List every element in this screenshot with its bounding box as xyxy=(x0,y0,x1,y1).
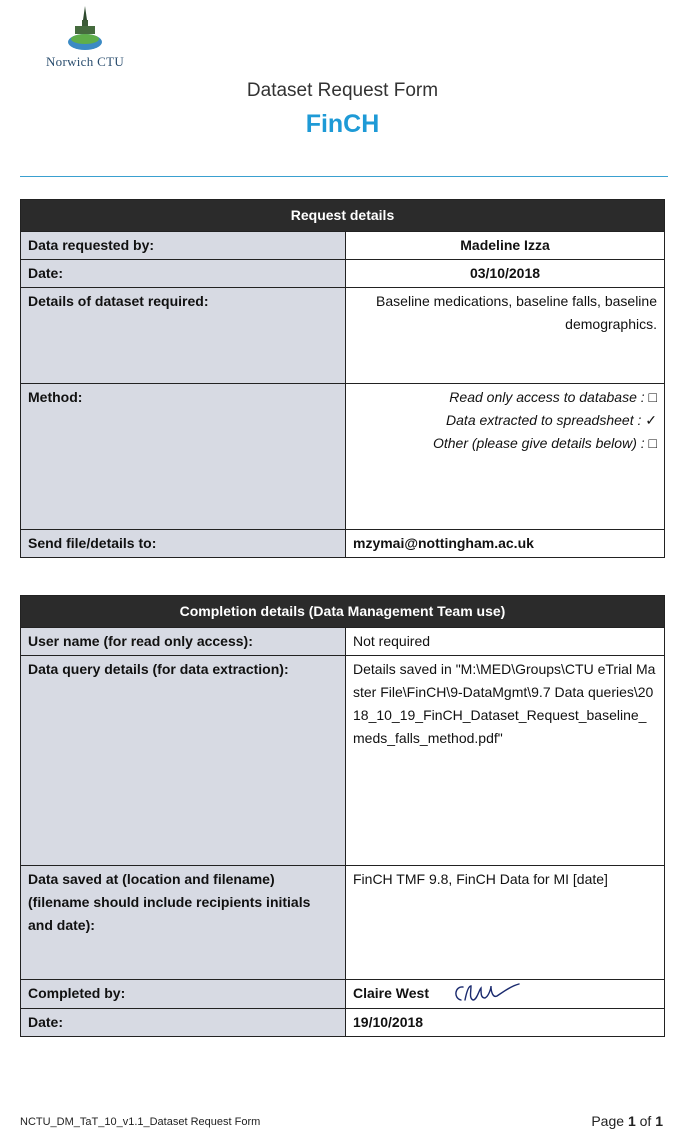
logo-text: Norwich CTU xyxy=(45,54,125,69)
page-prefix: Page xyxy=(591,1113,625,1129)
request-date-label: Date: xyxy=(21,260,346,288)
table-row xyxy=(21,384,665,530)
saved-at-value: FinCH TMF 9.8, FinCH Data for MI [date] xyxy=(346,866,665,980)
logo xyxy=(30,6,140,70)
send-to-label: Send file/details to: xyxy=(21,530,346,558)
table-row xyxy=(21,260,665,288)
table-row xyxy=(21,530,665,558)
signature-icon xyxy=(451,982,523,1006)
method-option-read-only xyxy=(353,386,657,409)
completion-details-heading: Completion details (Data Management Team use) xyxy=(21,596,665,628)
method-option-other xyxy=(353,432,657,455)
page-current: 1 xyxy=(627,1113,636,1129)
completion-date-label: Date: xyxy=(21,1009,346,1037)
checkbox-empty-icon: □ xyxy=(648,389,657,405)
query-details-value: Details saved in "M:\MED\Groups\CTU eTrial Master File\FinCH\9-DataMgmt\9.7 Data queries\2018_10_19_FinCH_Dataset_Request_baseline_meds_falls_method.pdf" xyxy=(346,656,665,866)
page-subtitle: FinCH xyxy=(305,110,380,138)
footer-page-number xyxy=(591,1113,663,1129)
completion-details-table xyxy=(20,595,665,1037)
request-details-table xyxy=(20,199,665,558)
page-of: of xyxy=(639,1113,652,1129)
query-details-label: Data query details (for data extraction): xyxy=(21,656,346,866)
table-row xyxy=(21,628,665,656)
dataset-details-label: Details of dataset required: xyxy=(21,288,346,384)
saved-at-label: Data saved at (location and filename) (filename should include recipients initials and date): xyxy=(21,866,346,980)
method-option-text: Read only access to database : xyxy=(449,389,645,405)
checkmark-icon: ✓ xyxy=(645,412,657,428)
completed-by-value: Claire West xyxy=(353,985,429,1001)
table-row xyxy=(21,1009,665,1037)
requested-by-label: Data requested by: xyxy=(21,232,346,260)
table-row xyxy=(21,866,665,980)
method-options xyxy=(346,384,665,530)
checkbox-empty-icon: □ xyxy=(648,435,657,451)
requested-by-value: Madeline Izza xyxy=(346,232,665,260)
completion-date-value: 19/10/2018 xyxy=(346,1009,665,1037)
send-to-value: mzymai@nottingham.ac.uk xyxy=(346,530,665,558)
header-divider xyxy=(20,176,668,177)
method-option-text: Data extracted to spreadsheet : xyxy=(446,412,642,428)
table-row xyxy=(21,288,665,384)
page-total: 1 xyxy=(655,1113,663,1129)
user-name-value: Not required xyxy=(346,628,665,656)
table-row xyxy=(21,980,665,1009)
method-option-spreadsheet xyxy=(353,409,657,432)
completed-by-cell xyxy=(346,980,665,1009)
table-row xyxy=(21,232,665,260)
request-date-value: 03/10/2018 xyxy=(346,260,665,288)
dataset-details-value: Baseline medications, baseline falls, baseline demographics. xyxy=(346,288,665,384)
completed-by-label: Completed by: xyxy=(21,980,346,1009)
cathedral-logo-icon xyxy=(65,6,105,52)
method-option-text: Other (please give details below) : xyxy=(432,435,645,451)
method-label: Method: xyxy=(21,384,346,530)
user-name-label: User name (for read only access): xyxy=(21,628,346,656)
table-row xyxy=(21,656,665,866)
page-title: Dataset Request Form xyxy=(246,80,439,101)
footer-doc-id: NCTU_DM_TaT_10_v1.1_Dataset Request Form xyxy=(20,1116,261,1128)
request-details-heading: Request details xyxy=(21,200,665,232)
